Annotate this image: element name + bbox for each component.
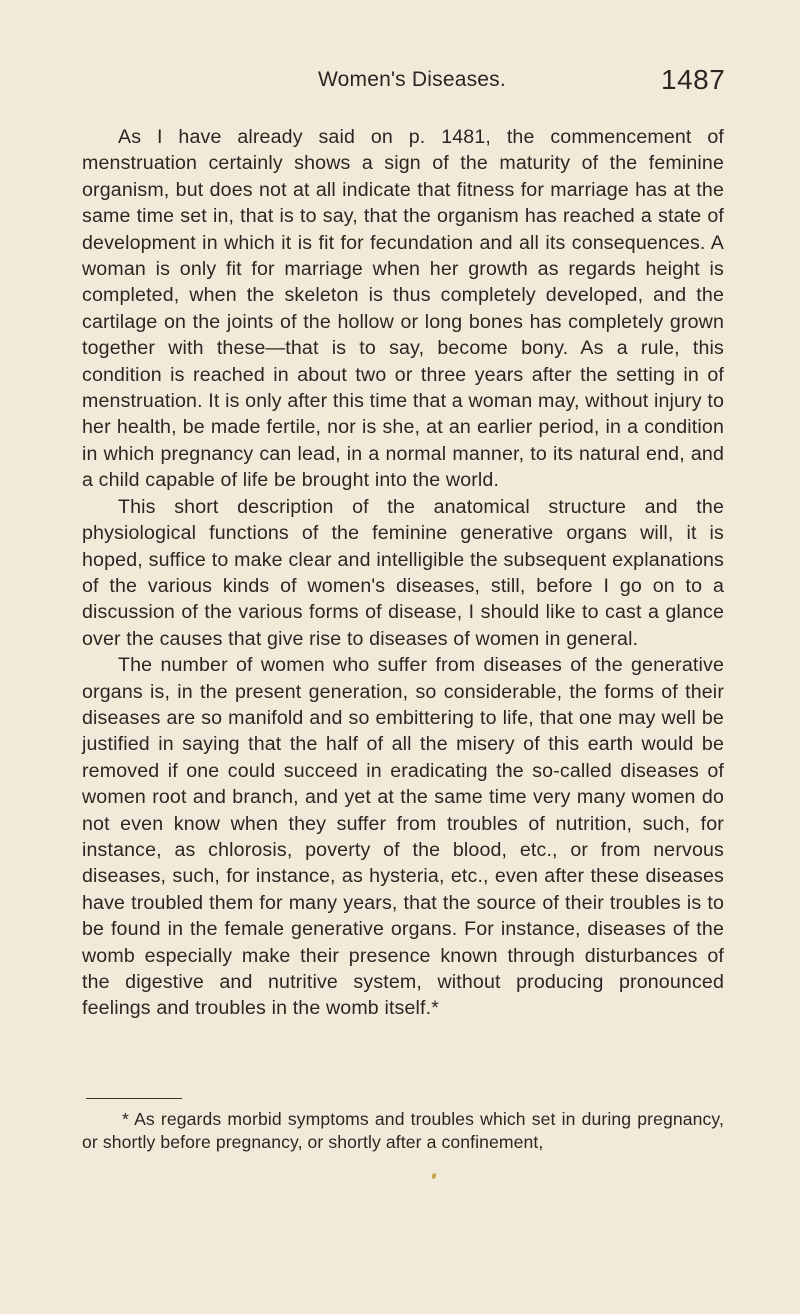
paragraph-1: As I have already said on p. 1481, the commencement of menstruation certainly shows a sign of the maturity of the feminine organism, but does not at all indicate that fitness for marriage has at the same time set in, that is to say, that the organism has reached a state of development in which it is fit for fecundation and all its consequences. A woman is only fit for marriage when her growth as regards height is completed, when the skeleton is thus completely developed, and the cartilage on the joints of the hollow or long bones has completely grown together with these—that is to say, become bony. As a rule, this condition is reached in about two or three years after the setting in of menstruation. It is only after this time that a woman may, without injury to her health, be made fertile, nor is she, at an earlier period, in a condition in which pregnancy can lead, in a normal manner, to its natural end, and a child capable of life be brought into the world. bbox=[82, 126, 724, 492]
paragraph-2: This short description of the anatomical structure and the physiological functions of the feminine generative organs will, it is hoped, suffice to make clear and intelligible the subsequent explanations of the various kinds of women's diseases, still, before I go on to a discussion of the various forms of disease, I should like to cast a glance over the causes that give rise to diseases of women in general. bbox=[82, 495, 724, 650]
paragraph-3: The number of women who suffer from diseases of the generative organs is, in the present generation, so considerable, the forms of their diseases are so manifold and so embittering to life, that one may well be justified in saying that the half of all the misery of this earth would be removed if one could succeed in eradicating the so-called diseases of women root and branch, and yet at the same time very many women do not even know when they suffer from troubles of nutrition, such, for instance, as chlorosis, poverty of the blood, etc., or from nervous diseases, such, for instance, as hysteria, etc., even after these diseases have troubled them for many years, that the source of their troubles is to be found in the female generative organs. For instance, diseases of the womb especially make their presence known through disturbances of the digestive and nutritive system, without producing pronounced feelings and troubles in the womb itself.* bbox=[82, 654, 724, 1020]
body-text bbox=[82, 124, 724, 1022]
running-head: Women's Diseases. bbox=[318, 68, 506, 91]
footnote-divider bbox=[86, 1098, 182, 1099]
page-number: 1487 bbox=[661, 64, 726, 95]
footnote: * As regards morbid symptoms and troubles which set in during pregnancy, or shortly before pregnancy, or shortly after a confinement, bbox=[82, 1109, 724, 1152]
paper-speck bbox=[431, 1172, 437, 1179]
